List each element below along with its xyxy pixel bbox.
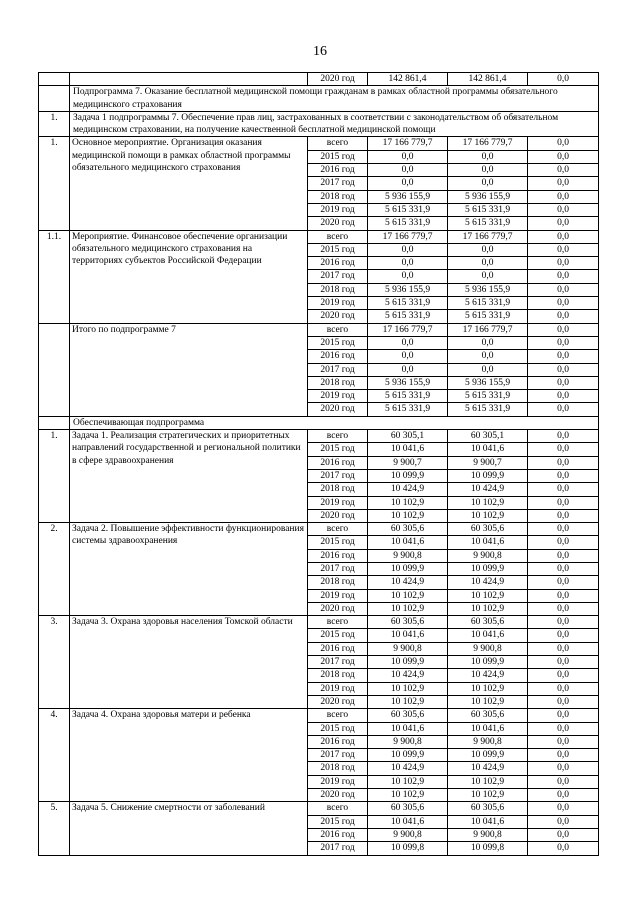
other-amount-cell: 0,0	[528, 523, 599, 536]
total-amount-cell: 5 615 331,9	[368, 203, 448, 216]
regional-amount-cell: 10 102,9	[448, 695, 528, 708]
total-amount-cell: 5 936 155,9	[368, 283, 448, 296]
total-amount-cell: 0,0	[368, 150, 448, 163]
year-cell: всего	[308, 616, 368, 629]
activity-name-cell: Итого по подпрограмме 7	[70, 323, 308, 416]
total-amount-cell: 9 900,8	[368, 735, 448, 748]
regional-amount-cell: 10 041,6	[448, 815, 528, 828]
regional-amount-cell: 0,0	[448, 150, 528, 163]
regional-amount-cell: 0,0	[448, 336, 528, 349]
other-amount-cell: 0,0	[528, 815, 599, 828]
total-amount-cell: 5 615 331,9	[368, 403, 448, 416]
other-amount-cell: 0,0	[528, 177, 599, 190]
other-amount-cell: 0,0	[528, 762, 599, 775]
total-amount-cell: 10 102,9	[368, 496, 448, 509]
row-number-cell	[39, 73, 70, 86]
regional-amount-cell: 60 305,1	[448, 430, 528, 443]
table-row	[39, 323, 599, 336]
other-amount-cell: 0,0	[528, 656, 599, 669]
year-cell: 2020 год	[308, 602, 368, 615]
year-cell: всего	[308, 323, 368, 336]
other-amount-cell: 0,0	[528, 562, 599, 575]
regional-amount-cell: 10 099,9	[448, 562, 528, 575]
total-amount-cell: 60 305,1	[368, 430, 448, 443]
total-amount-cell: 0,0	[368, 164, 448, 177]
other-amount-cell: 0,0	[528, 363, 599, 376]
regional-amount-cell: 10 041,6	[448, 536, 528, 549]
section-header-row	[39, 111, 599, 137]
regional-amount-cell: 10 102,9	[448, 775, 528, 788]
other-amount-cell: 0,0	[528, 390, 599, 403]
year-cell: всего	[308, 137, 368, 150]
other-amount-cell: 0,0	[528, 483, 599, 496]
other-amount-cell: 0,0	[528, 536, 599, 549]
year-cell: 2015 год	[308, 443, 368, 456]
year-cell: всего	[308, 230, 368, 243]
other-amount-cell: 0,0	[528, 828, 599, 841]
other-amount-cell: 0,0	[528, 310, 599, 323]
regional-amount-cell: 5 936 155,9	[448, 190, 528, 203]
year-cell: 2016 год	[308, 350, 368, 363]
activity-name-cell: Задача 1. Реализация стратегических и приоритетных направлений государственной и региональной политики в сфере здравоохранения	[70, 430, 308, 523]
row-number-cell: 5.	[39, 802, 70, 855]
regional-amount-cell: 142 861,4	[448, 73, 528, 86]
year-cell: всего	[308, 802, 368, 815]
other-amount-cell: 0,0	[528, 257, 599, 270]
table-row	[39, 230, 599, 243]
total-amount-cell: 10 099,9	[368, 469, 448, 482]
other-amount-cell: 0,0	[528, 682, 599, 695]
year-cell: 2017 год	[308, 270, 368, 283]
regional-amount-cell: 5 936 155,9	[448, 283, 528, 296]
regional-amount-cell: 10 102,9	[448, 589, 528, 602]
regional-amount-cell: 10 424,9	[448, 483, 528, 496]
regional-amount-cell: 10 099,9	[448, 749, 528, 762]
regional-amount-cell: 10 099,9	[448, 656, 528, 669]
table-row	[39, 73, 599, 86]
activity-name-cell: Задача 2. Повышение эффективности функционирования системы здравоохранения	[70, 523, 308, 616]
year-cell: 2019 год	[308, 496, 368, 509]
total-amount-cell: 10 102,9	[368, 695, 448, 708]
total-amount-cell: 10 099,9	[368, 656, 448, 669]
year-cell: 2020 год	[308, 509, 368, 522]
year-cell: 2020 год	[308, 789, 368, 802]
other-amount-cell: 0,0	[528, 350, 599, 363]
year-cell: 2018 год	[308, 669, 368, 682]
activity-name-cell: Основное мероприятие. Организация оказания медицинской помощи в рамках областной программы обязательного медицинского страхования	[70, 137, 308, 230]
other-amount-cell: 0,0	[528, 842, 599, 855]
page-number: 16	[313, 44, 327, 59]
year-cell: 2016 год	[308, 642, 368, 655]
total-amount-cell: 17 166 779,7	[368, 230, 448, 243]
regional-amount-cell: 10 102,9	[448, 789, 528, 802]
regional-amount-cell: 0,0	[448, 363, 528, 376]
year-cell: 2019 год	[308, 203, 368, 216]
other-amount-cell: 0,0	[528, 589, 599, 602]
table-row	[39, 709, 599, 722]
year-cell: всего	[308, 430, 368, 443]
other-amount-cell: 0,0	[528, 642, 599, 655]
total-amount-cell: 17 166 779,7	[368, 323, 448, 336]
other-amount-cell: 0,0	[528, 137, 599, 150]
other-amount-cell: 0,0	[528, 243, 599, 256]
budget-table-body	[39, 73, 599, 856]
year-cell: 2019 год	[308, 589, 368, 602]
other-amount-cell: 0,0	[528, 203, 599, 216]
row-number-cell	[39, 323, 70, 416]
year-cell: 2019 год	[308, 775, 368, 788]
other-amount-cell: 0,0	[528, 376, 599, 389]
year-cell: 2019 год	[308, 297, 368, 310]
total-amount-cell: 60 305,6	[368, 709, 448, 722]
total-amount-cell: 0,0	[368, 336, 448, 349]
year-cell: 2017 год	[308, 656, 368, 669]
year-cell: всего	[308, 709, 368, 722]
other-amount-cell: 0,0	[528, 549, 599, 562]
activity-name-cell: Задача 3. Охрана здоровья населения Томской области	[70, 616, 308, 709]
year-cell: 2017 год	[308, 749, 368, 762]
section-header-text: Задача 1 подпрограммы 7. Обеспечение прав лиц, застрахованных в соответствии с законодательством об обязательном медицинском страховании, на получение качественной бесплатной медицинской помощи	[70, 111, 599, 137]
regional-amount-cell: 10 041,6	[448, 722, 528, 735]
regional-amount-cell: 10 041,6	[448, 443, 528, 456]
other-amount-cell: 0,0	[528, 749, 599, 762]
year-cell: 2019 год	[308, 682, 368, 695]
section-header-row	[39, 86, 599, 112]
regional-amount-cell: 0,0	[448, 270, 528, 283]
section-header-text: Обеспечивающая подпрограмма	[70, 416, 599, 429]
other-amount-cell: 0,0	[528, 709, 599, 722]
year-cell: 2017 год	[308, 469, 368, 482]
other-amount-cell: 0,0	[528, 150, 599, 163]
regional-amount-cell: 10 102,9	[448, 602, 528, 615]
regional-amount-cell: 9 900,8	[448, 642, 528, 655]
year-cell: 2015 год	[308, 336, 368, 349]
row-name-cell	[70, 73, 308, 86]
year-cell: 2016 год	[308, 828, 368, 841]
year-cell: 2020 год	[308, 310, 368, 323]
total-amount-cell: 60 305,6	[368, 616, 448, 629]
total-amount-cell: 10 099,8	[368, 842, 448, 855]
year-cell: 2018 год	[308, 190, 368, 203]
regional-amount-cell: 9 900,8	[448, 735, 528, 748]
activity-name-cell: Задача 4. Охрана здоровья матери и ребенка	[70, 709, 308, 802]
regional-amount-cell: 17 166 779,7	[448, 230, 528, 243]
total-amount-cell: 10 424,9	[368, 483, 448, 496]
other-amount-cell: 0,0	[528, 775, 599, 788]
total-amount-cell: 0,0	[368, 257, 448, 270]
regional-amount-cell: 17 166 779,7	[448, 137, 528, 150]
section-header-row	[39, 416, 599, 429]
regional-amount-cell: 9 900,8	[448, 549, 528, 562]
total-amount-cell: 0,0	[368, 243, 448, 256]
total-amount-cell: 10 102,9	[368, 589, 448, 602]
total-amount-cell: 0,0	[368, 350, 448, 363]
row-number-cell: 1.	[39, 111, 70, 137]
row-number-cell: 1.1.	[39, 230, 70, 323]
other-amount-cell: 0,0	[528, 270, 599, 283]
total-amount-cell: 5 615 331,9	[368, 217, 448, 230]
total-amount-cell: 10 424,9	[368, 669, 448, 682]
other-amount-cell: 0,0	[528, 802, 599, 815]
total-amount-cell: 60 305,6	[368, 802, 448, 815]
other-amount-cell: 0,0	[528, 722, 599, 735]
total-amount-cell: 10 099,9	[368, 749, 448, 762]
regional-amount-cell: 60 305,6	[448, 616, 528, 629]
regional-amount-cell: 5 936 155,9	[448, 376, 528, 389]
total-amount-cell: 10 102,9	[368, 775, 448, 788]
regional-amount-cell: 0,0	[448, 350, 528, 363]
year-cell: 2016 год	[308, 164, 368, 177]
year-cell: 2016 год	[308, 257, 368, 270]
total-amount-cell: 5 615 331,9	[368, 297, 448, 310]
total-amount-cell: 5 615 331,9	[368, 310, 448, 323]
total-amount-cell: 9 900,8	[368, 549, 448, 562]
year-cell: 2018 год	[308, 283, 368, 296]
other-amount-cell: 0,0	[528, 297, 599, 310]
table-row	[39, 430, 599, 443]
total-amount-cell: 5 615 331,9	[368, 390, 448, 403]
other-amount-cell: 0,0	[528, 576, 599, 589]
other-amount-cell: 0,0	[528, 283, 599, 296]
regional-amount-cell: 5 615 331,9	[448, 403, 528, 416]
year-cell: 2015 год	[308, 629, 368, 642]
year-cell: 2017 год	[308, 177, 368, 190]
total-amount-cell: 10 102,9	[368, 789, 448, 802]
year-cell: 2018 год	[308, 762, 368, 775]
section-header-text: Подпрограмма 7. Оказание бесплатной медицинской помощи гражданам в рамках областной программы обязательного медицинского страхования	[70, 86, 599, 112]
regional-amount-cell: 9 900,7	[448, 456, 528, 469]
year-cell: 2016 год	[308, 549, 368, 562]
regional-amount-cell: 0,0	[448, 177, 528, 190]
other-amount-cell: 0,0	[528, 629, 599, 642]
regional-amount-cell: 0,0	[448, 243, 528, 256]
regional-amount-cell: 17 166 779,7	[448, 323, 528, 336]
regional-amount-cell: 0,0	[448, 164, 528, 177]
other-amount-cell: 0,0	[528, 230, 599, 243]
row-number-cell	[39, 86, 70, 112]
regional-amount-cell: 9 900,8	[448, 828, 528, 841]
other-amount-cell: 0,0	[528, 616, 599, 629]
total-amount-cell: 10 041,6	[368, 629, 448, 642]
regional-amount-cell: 10 102,9	[448, 509, 528, 522]
total-amount-cell: 10 424,9	[368, 576, 448, 589]
regional-amount-cell: 60 305,6	[448, 523, 528, 536]
regional-amount-cell: 5 615 331,9	[448, 203, 528, 216]
other-amount-cell: 0,0	[528, 669, 599, 682]
year-cell: 2015 год	[308, 815, 368, 828]
total-amount-cell: 0,0	[368, 363, 448, 376]
year-cell: 2016 год	[308, 735, 368, 748]
total-amount-cell: 10 041,6	[368, 722, 448, 735]
row-number-cell	[39, 416, 70, 429]
total-amount-cell: 0,0	[368, 270, 448, 283]
regional-amount-cell: 5 615 331,9	[448, 310, 528, 323]
regional-amount-cell: 10 424,9	[448, 576, 528, 589]
year-cell: 2018 год	[308, 576, 368, 589]
row-number-cell: 2.	[39, 523, 70, 616]
budget-table	[38, 72, 599, 856]
year-cell: 2015 год	[308, 536, 368, 549]
year-cell: 2015 год	[308, 150, 368, 163]
total-amount-cell: 9 900,7	[368, 456, 448, 469]
total-amount-cell: 10 424,9	[368, 762, 448, 775]
regional-amount-cell: 10 099,8	[448, 842, 528, 855]
year-cell: 2020 год	[308, 695, 368, 708]
year-cell: всего	[308, 523, 368, 536]
activity-name-cell: Задача 5. Снижение смертности от заболеваний	[70, 802, 308, 855]
total-amount-cell: 5 936 155,9	[368, 376, 448, 389]
other-amount-cell: 0,0	[528, 469, 599, 482]
year-cell: 2017 год	[308, 562, 368, 575]
total-amount-cell: 142 861,4	[368, 73, 448, 86]
row-number-cell: 4.	[39, 709, 70, 802]
regional-amount-cell: 5 615 331,9	[448, 217, 528, 230]
year-cell: 2017 год	[308, 842, 368, 855]
other-amount-cell: 0,0	[528, 323, 599, 336]
other-amount-cell: 0,0	[528, 789, 599, 802]
total-amount-cell: 10 102,9	[368, 682, 448, 695]
other-amount-cell: 0,0	[528, 403, 599, 416]
year-cell: 2015 год	[308, 243, 368, 256]
row-number-cell: 3.	[39, 616, 70, 709]
row-number-cell: 1.	[39, 137, 70, 230]
regional-amount-cell: 10 102,9	[448, 682, 528, 695]
regional-amount-cell: 5 615 331,9	[448, 297, 528, 310]
year-cell: 2015 год	[308, 722, 368, 735]
year-cell: 2016 год	[308, 456, 368, 469]
year-cell: 2017 год	[308, 363, 368, 376]
other-amount-cell: 0,0	[528, 456, 599, 469]
other-amount-cell: 0,0	[528, 602, 599, 615]
regional-amount-cell: 10 041,6	[448, 629, 528, 642]
year-cell: 2018 год	[308, 483, 368, 496]
other-amount-cell: 0,0	[528, 336, 599, 349]
other-amount-cell: 0,0	[528, 443, 599, 456]
table-row	[39, 616, 599, 629]
total-amount-cell: 0,0	[368, 177, 448, 190]
other-amount-cell: 0,0	[528, 190, 599, 203]
year-cell: 2020 год	[308, 73, 368, 86]
regional-amount-cell: 60 305,6	[448, 709, 528, 722]
regional-amount-cell: 10 424,9	[448, 762, 528, 775]
total-amount-cell: 10 102,9	[368, 602, 448, 615]
other-amount-cell: 0,0	[528, 735, 599, 748]
total-amount-cell: 9 900,8	[368, 642, 448, 655]
year-cell: 2019 год	[308, 390, 368, 403]
table-row	[39, 137, 599, 150]
year-cell: 2020 год	[308, 217, 368, 230]
regional-amount-cell: 10 099,9	[448, 469, 528, 482]
total-amount-cell: 10 041,6	[368, 443, 448, 456]
regional-amount-cell: 10 102,9	[448, 496, 528, 509]
other-amount-cell: 0,0	[528, 509, 599, 522]
regional-amount-cell: 0,0	[448, 257, 528, 270]
total-amount-cell: 10 102,9	[368, 509, 448, 522]
total-amount-cell: 60 305,6	[368, 523, 448, 536]
other-amount-cell: 0,0	[528, 430, 599, 443]
total-amount-cell: 9 900,8	[368, 828, 448, 841]
other-amount-cell: 0,0	[528, 695, 599, 708]
total-amount-cell: 17 166 779,7	[368, 137, 448, 150]
regional-amount-cell: 60 305,6	[448, 802, 528, 815]
year-cell: 2018 год	[308, 376, 368, 389]
other-amount-cell: 0,0	[528, 217, 599, 230]
total-amount-cell: 10 041,6	[368, 815, 448, 828]
other-amount-cell: 0,0	[528, 496, 599, 509]
activity-name-cell: Мероприятие. Финансовое обеспечение организации обязательного медицинского страхования на территориях субъектов Российской Федерации	[70, 230, 308, 323]
total-amount-cell: 10 099,9	[368, 562, 448, 575]
total-amount-cell: 10 041,6	[368, 536, 448, 549]
total-amount-cell: 5 936 155,9	[368, 190, 448, 203]
table-row	[39, 802, 599, 815]
row-number-cell: 1.	[39, 430, 70, 523]
table-row	[39, 523, 599, 536]
year-cell: 2020 год	[308, 403, 368, 416]
other-amount-cell: 0,0	[528, 164, 599, 177]
regional-amount-cell: 10 424,9	[448, 669, 528, 682]
regional-amount-cell: 5 615 331,9	[448, 390, 528, 403]
other-amount-cell: 0,0	[528, 73, 599, 86]
